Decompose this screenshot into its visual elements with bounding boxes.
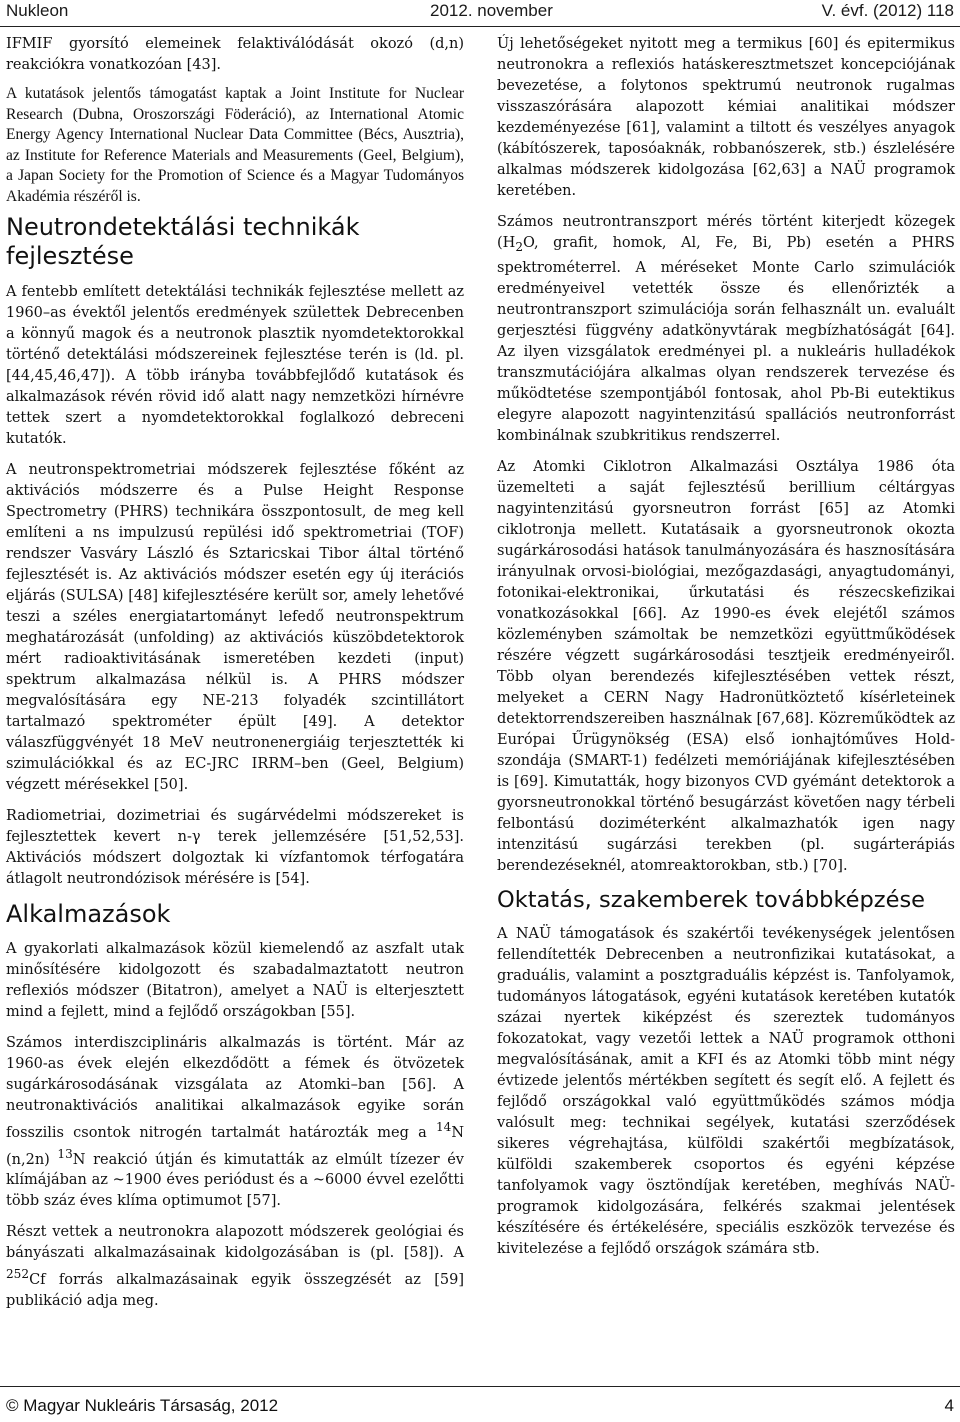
section-title-education: Oktatás, szakemberek továbbképzése	[497, 886, 926, 913]
applications-p3-part-1: Részt vettek a neutronokra alapozott módszerek geológiai és bányászati alkalmazásainak kidolgozásában is (pl. [58]). A	[6, 1224, 464, 1262]
education-paragraph: A NAÜ támogatások és szakértői tevékenységek jelentősen fellendítették Debrecenben a neutronfizikai kutatásokat, a graduális, valamint a posztgraduális képzést is. Tanfolyamok, tudományos látogatások, egyéni kutatások keretében kutatók százai nyertek kiképzést és szereztek tudományos fokozatokat, vagy vezetői lettek a NAÜ programok otthoni megvalósításának, amit a KFI és az Atomki több mint négy évtizede jelentős mértékben segített és segít elő. A fejlett és fejlődő országokkal való együttműködés számos módja valósult meg: technikai segélyek, kutatási szerződések sikeres végrehajtása, külföldi szakértői megbízatások, külföldi szakemberek csoportos és egyéni képzése tanfolyamok vagy ösztöndíjak keretében, meghívás NAÜ-programok kidolgozására, felkérés szakmai jelentések készítésére és értékelésére, speciális eszközök tervezése és kivitelezése a fejlődő országok számára stb.	[497, 926, 955, 1258]
transport-paragraph	[497, 212, 955, 447]
applications-p2-part-a: Számos interdiszciplináris alkalmazás is történt. Már az 1960-as évek elején elkezdődött a fémek és ötvözetek sugárkárosodásának vizsgálata az Atomki–ban [56].	[6, 1034, 464, 1093]
applications-paragraph-1: A gyakorlati alkalmazások közül kiemelendő az aszfalt utak minősítésére kidolgozott és szabadalmaztatott neutron reflexiós módszer (Bitatron), amelyet a NAÜ is elterjesztett mind a fejlett, mind a fejlődő országokban [55].	[6, 940, 464, 1020]
reflection-paragraph: Új lehetőségeket nyitott meg a termikus [60] és epitermikus neutronokra a reflexiós hatáskeresztmetszet koncepciójának bevezetése, a folytonos spektrumú neutronok rugalmas visszaszórására alapozott kémiai analitikai módszer kezdeményezése [61], valamint a tiltott és veszélyes anyagok (kábítószerek, taposóaknák, robbanószerek, stb.) észlelésére alkalmas módszerek kidolgozása [62,63] a NAÜ programok keretében.	[497, 36, 955, 199]
header-divider	[0, 26, 960, 27]
cyclotron-paragraph: Az Atomki Ciklotron Alkalmazási Osztálya 1986 óta üzemelteti a saját fejlesztésű berillium céltárgyas nagyintenzitású gyorsneutron forrást [65] az Atomki ciklotronja mellett. Kutatásaik a gyorsneutronok okozta sugárkárosodási hatások tanulmányozására és hasznosítására irányulnak orvosi-biológiai, mezőgazdasági, anyagtudományi, fotonikai-elektronikai, űrkutatási és részecskefizikai vonatkozásokkal [66]. Az 1990-es évek elejétől számos közleményben számoltak be nemzetközi együttműködések részére végzett sugárkárosodási tesztjeik eredményeiről. Több olyan berendezés kifejlesztésében vettek részt, melyeket a CERN Nagy Hadronütköztető kísérleteinek detektorrendszereiben használnak [67,68]. Közreműködtek az Európai Űrügynökség (ESA) első ionhajtóműves Hold-szondája (SMART-1) fedélzeti memóriájának kifejlesztésében is [69]. Kimutatták, hogy bizonyos CVD gyémánt detektorok a gyorsneutronokkal történő besugárzást követően nagy térbeli felbontású doziméterként alkalmazhatók igen nagy intenzitású sugárzási terekben (pl. sugárterápiás berendezéseknél, atomreaktorokban, stb.) [70].	[497, 458, 955, 874]
intro-continuation: IFMIF gyorsító elemeinek felaktiválódását okozó (d,n) reakciókra vonatkozóan [43].	[6, 36, 464, 73]
transport-part-2: O, grafit, homok, Al, Fe, Bi, Pb) esetén a PHRS spektrométerrel. A méréseket Monte Carlo szimulációk eredményeivel vetették össze és ellenőrizték a neutrontranszport szimulációja során felhasznált un. evaluált gerjesztési függvény adatkönyvtárak megbízhatóságát [64]. Az ilyen vizsgálatok eredményei pl. a nukleáris hulladékok transzmutációjára alkalmas olyan rendszerek tervezése és működtetése szempontjából fontosak, ahol Pb-Bi eutektikus elegyre alapozott nagyintenzitású spallációs neutronforrást kombinálnak szubkritikus rendszerrel.	[497, 235, 955, 444]
footer-divider	[0, 1386, 960, 1387]
detection-paragraph-2: A neutronspektrometriai módszerek fejlesztése főként az aktivációs módszerre és a Pulse Height Response Spectrometry (PHRS) technikára összpontosult, de meg kell említeni a ns impulzusú repülési idő spektrometriai (TOF) rendszer Vasváry László és Sztaricskai Tibor által történő fejlesztését is. Az aktivációs módszer esetén egy új iterációs eljárás (SULSA) [48] kifejlesztésére került sor, amely lehetővé teszi a széles energiatartományt lefedő neutronspektrum meghatározását (unfolding) az aktivációs küszöbdetektorok mért radioaktivitásának ismeretében kezdeti (input) spektrum alkalmazása nélkül is. A PHRS módszer megvalósítására egy NE-213 folyadék szcintillátort tartalmazó spektrométer épült [49]. A detektor válaszfüggvényét 18 MeV neutronenergiáig terjesztették ki szimulációkkal és az EC-JRC IRRM–ben (Geel, Belgium) végzett mérésekkel [50].	[6, 461, 464, 793]
section-title-applications: Alkalmazások	[6, 899, 171, 928]
journal-name: Nukleon	[6, 1, 69, 20]
applications-p2-part-b1: A neutronaktivációs analitikai alkalmazások egyike során fosszilis csontok nitrogén tartalmát határozták meg a	[6, 1076, 464, 1141]
page-number: 4	[944, 1396, 954, 1415]
left-column	[6, 34, 464, 1322]
applications-p2-part-b3: N reakció útján és kimutatták az elmúlt tízezer év klímájában az ~1900 éves periódust és a ~6000 évvel ezelőtti több száz éves klíma optimumot [57].	[6, 1151, 464, 1210]
intro-support-paragraph: A kutatások jelentős támogatást kaptak a Joint Institute for Nuclear Research (Dubna, Oroszországi Föderáció), az International Atomic Energy Agency International Nuclear Data Committee (Bécs, Ausztria), az Institute for Reference Materials and Measurements (Geel, Belgium), a Japan Society for the Promotion of Science és a Magyar Tudományos Akadémia részéről is.	[6, 85, 464, 205]
copyright-notice: © Magyar Nukleáris Társaság, 2012	[6, 1396, 279, 1415]
issue-date: 2012. november	[430, 1, 553, 20]
isotope-superscript-252: 252	[6, 1267, 30, 1282]
applications-p3-part-2: Cf forrás alkalmazásainak egyik összegzését az [59] publikáció adja meg.	[6, 1272, 464, 1310]
page-header	[0, 0, 960, 22]
right-column	[497, 34, 955, 1270]
isotope-superscript-14: 14	[435, 1119, 452, 1134]
detection-paragraph-1: A fentebb említett detektálási technikák fejlesztése mellett az 1960–as évektől jelentős eredmények születtek Debrecenben a könnyű magok és a neutronok plasztik nyomdetektorokkal történő detektálási módszereinek fejlesztése terén is (ld. pl. [44,45,46,47]). A több irányba továbbfejlődő kutatások és alkalmazások révén rövid idő alatt nagy nemzetközi hírnévre tettek szert a nyomdetektorokkal foglalkozó debreceni kutatók.	[6, 283, 464, 447]
applications-paragraph-2	[6, 1033, 464, 1213]
detection-paragraph-3: Radiometriai, dozimetriai és sugárvédelmi módszereket is fejlesztettek kevert n-γ terek jellemzésére [51,52,53]. Aktivációs módszert dolgoztak ki vízfantomok térfogatára átlagolt neutrondózisok mérésére is [54].	[6, 807, 464, 887]
isotope-superscript-13: 13	[57, 1146, 73, 1161]
water-subscript: 2	[515, 239, 523, 254]
applications-paragraph-3	[6, 1222, 464, 1312]
transport-part-1: Számos neutrontranszport mérés történt kiterjedt közegek (H	[497, 214, 955, 251]
volume-page: V. évf. (2012) 118	[821, 1, 954, 20]
applications-p2-part-b2: N (n,2n)	[6, 1124, 464, 1168]
section-title-detection: Neutrondetektálási technikák fejlesztése	[6, 213, 360, 271]
